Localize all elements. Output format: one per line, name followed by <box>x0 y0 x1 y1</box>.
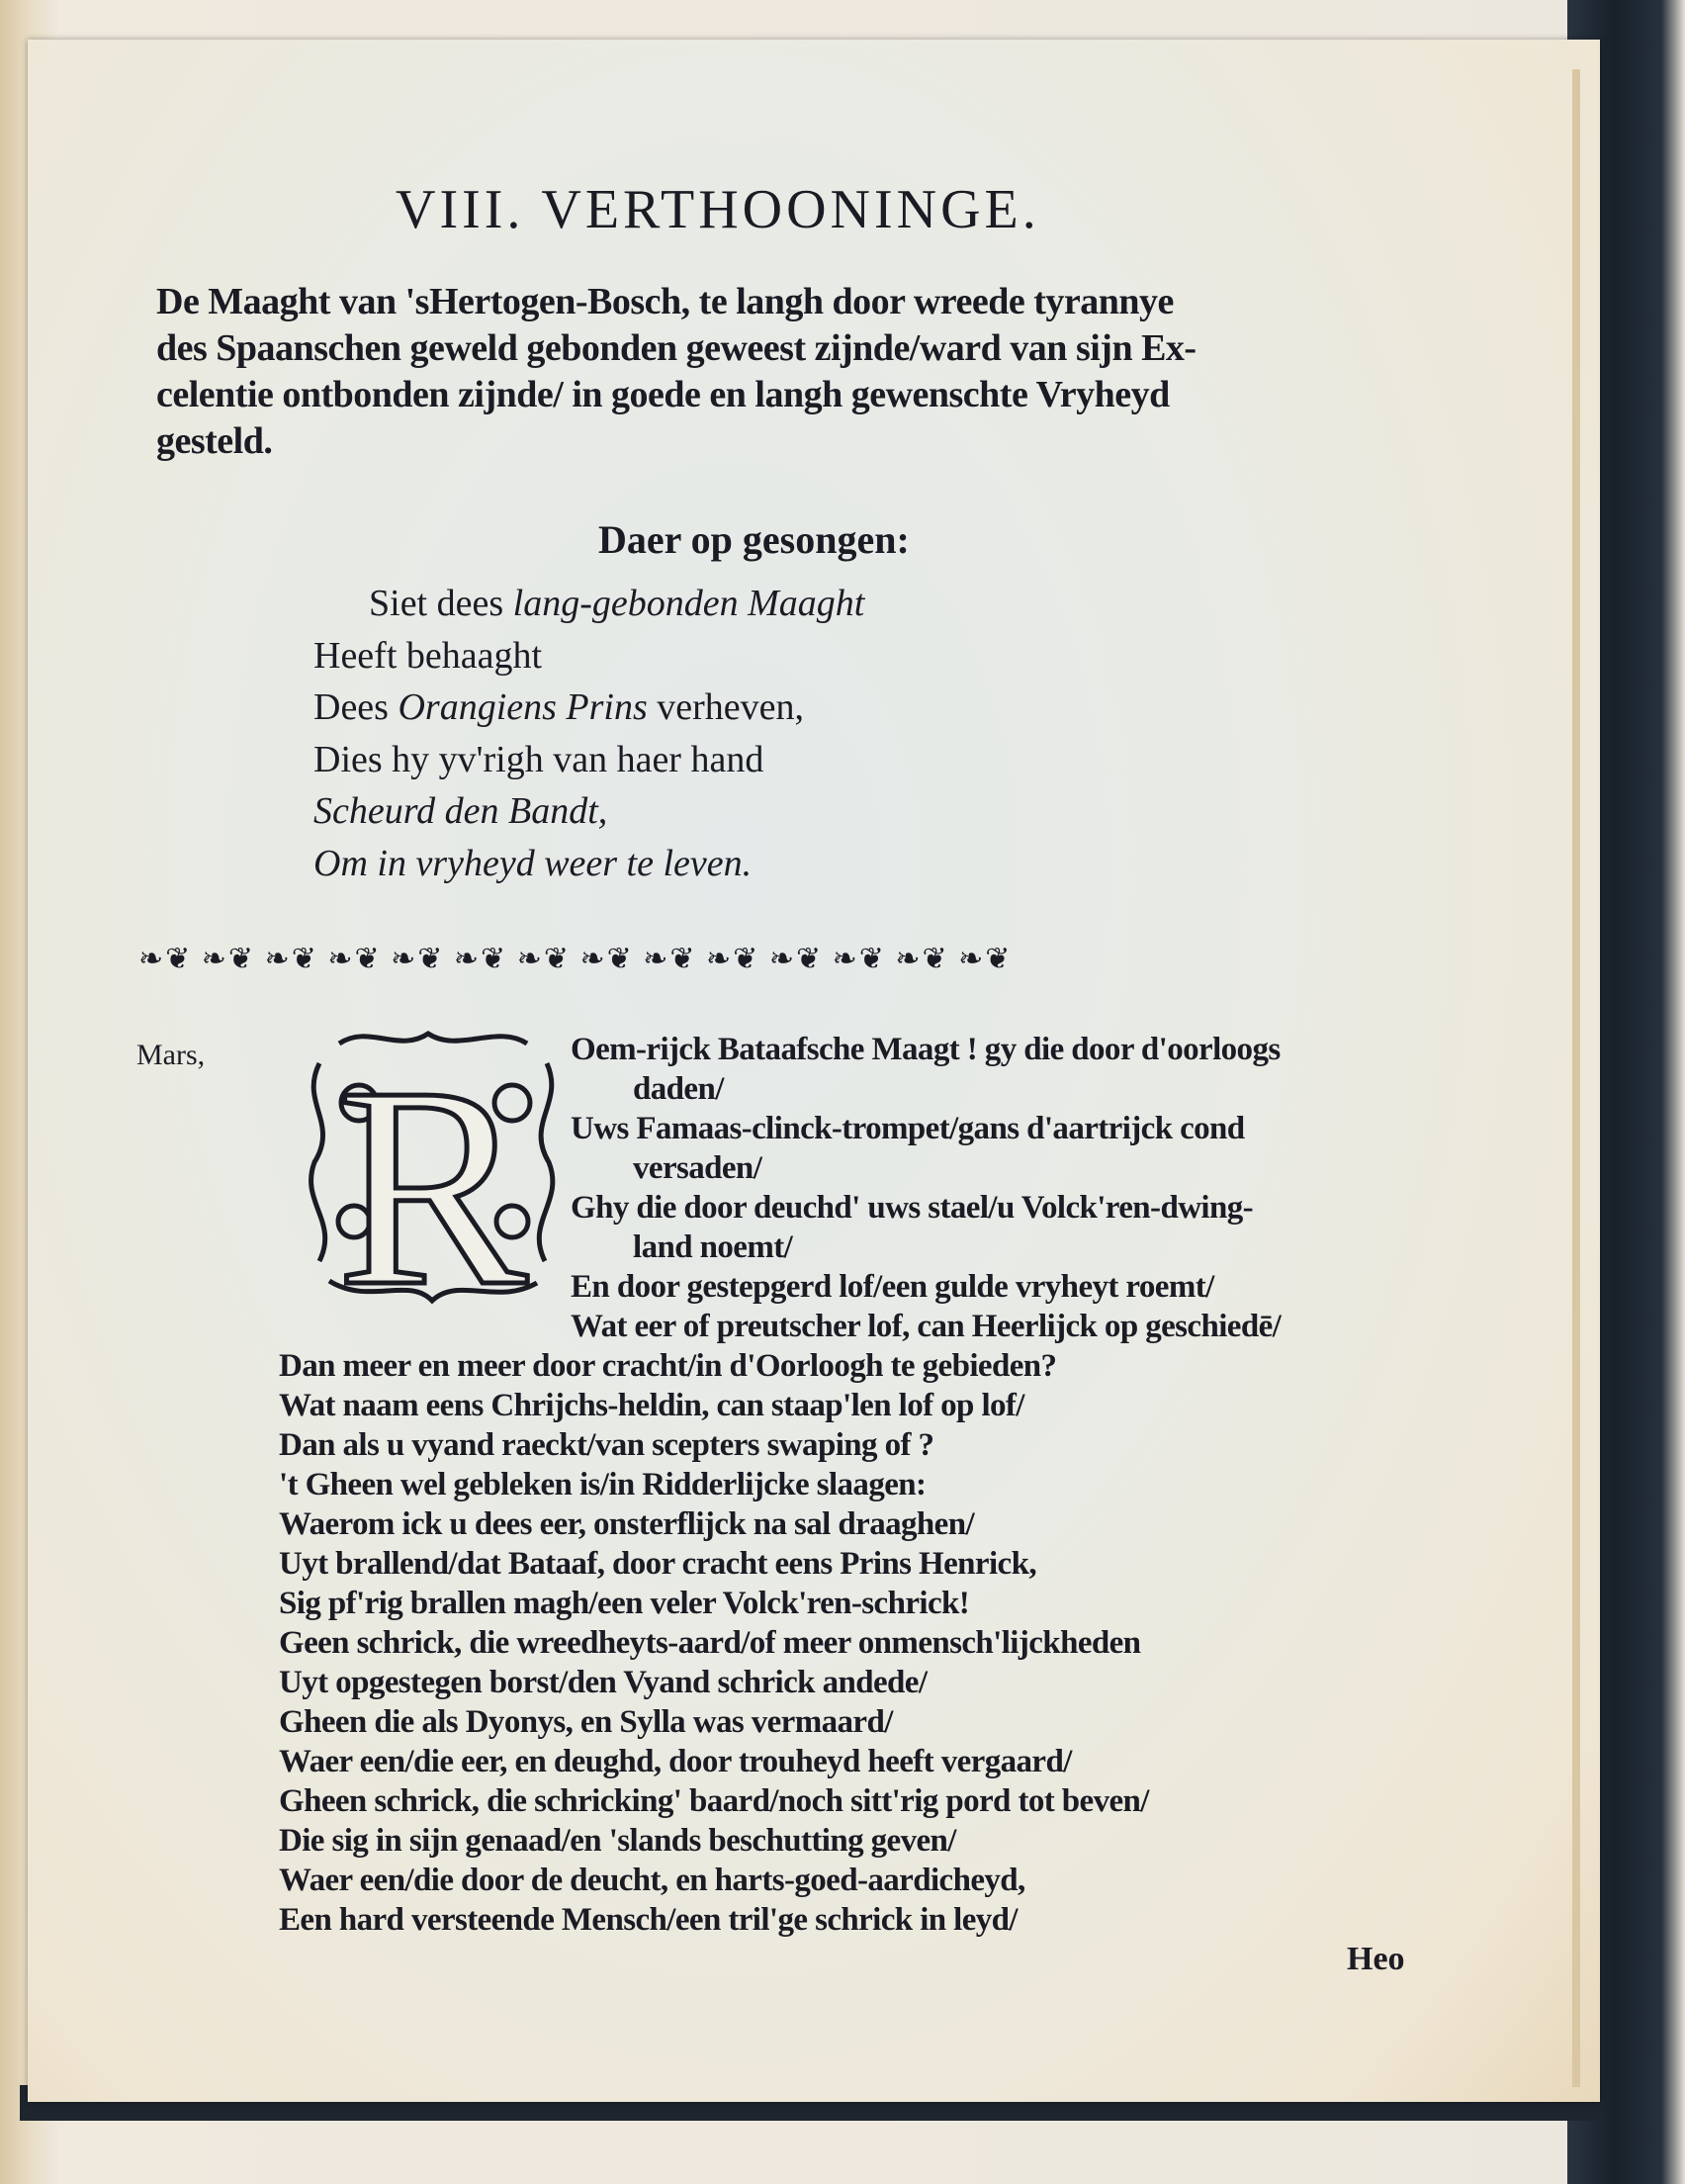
verse-italic: Scheurd den Bandt, <box>313 790 608 832</box>
paragraph-line: De Maaght van 'sHertogen-Bosch, te langh door wreede tyrannye <box>156 281 1174 322</box>
verse-line: Dies hy yv'righ van haer hand <box>313 738 764 780</box>
ornament-flourish-icon: ❧❦ <box>832 943 896 975</box>
poem-line: Wat eer of preutscher lof, can Heerlijck op geschiedē/ <box>571 1309 1282 1344</box>
verse-line <box>313 838 864 890</box>
ornament-flourish-icon: ❧❦ <box>579 943 644 975</box>
ornament-flourish-icon: ❧❦ <box>264 943 328 975</box>
poem-line: land noemt/ <box>633 1229 793 1265</box>
poem-line: Uyt brallend/dat Bataaf, door cracht eens Prins Henrick, <box>279 1546 1036 1582</box>
catchword: Heo <box>1347 1941 1405 1977</box>
ornament-flourish-icon: ❧❦ <box>706 943 769 975</box>
verse-line <box>313 578 864 630</box>
poem-line: Waerom ick u dees eer, onsterflijck na sal draaghen/ <box>279 1506 975 1542</box>
verse-line <box>313 785 864 838</box>
poem-line: Dan meer en meer door cracht/in d'Oorloogh te gebieden? <box>279 1348 1057 1384</box>
ornament-flourish-icon: ❧❦ <box>768 943 833 975</box>
ornament-flourish-icon: ❧❦ <box>327 943 392 975</box>
song-verse <box>313 578 864 889</box>
svg-text:R: R <box>336 1028 528 1306</box>
poem-line: versaden/ <box>633 1150 762 1186</box>
poem-line: Uyt opgestegen borst/den Vyand schrick andede/ <box>279 1665 928 1700</box>
ornament-flourish-icon: ❧❦ <box>643 943 707 975</box>
poem-line: Waer een/die eer, en deughd, door trouheyd heeft vergaard/ <box>279 1744 1072 1779</box>
poem-line: Die sig in sijn genaad/en 'slands beschutting geven/ <box>279 1823 956 1859</box>
ornament-divider <box>138 942 1444 976</box>
paragraph-line: celentie ontbonden zijnde/ in goede en langh gewenschte Vryheyd <box>156 374 1170 415</box>
page-title: VIII. VERTHOONINGE. <box>396 179 1040 240</box>
verse-italic: lang-gebonden Maaght <box>512 583 865 624</box>
poem-line: Sig pf'rig brallen magh/een veler Volck'ren-schrick! <box>279 1586 970 1621</box>
verse-line <box>313 682 864 734</box>
poem-line: Geen schrick, die wreedheyts-aard/of meer onmensch'lijckheden <box>279 1625 1141 1661</box>
verse-text: Siet dees <box>369 583 513 624</box>
ornament-flourish-icon: ❧❦ <box>138 943 202 975</box>
poem <box>279 1030 1281 1940</box>
poem-line: En door gestepgerd lof/een gulde vryheyt roemt/ <box>571 1269 1214 1305</box>
ornament-flourish-icon: ❧❦ <box>516 943 580 975</box>
intro-paragraph <box>156 279 1197 465</box>
paragraph-line: gesteld. <box>156 420 273 462</box>
poem-line: Dan als u vyand raeckt/van scepters swaping of ? <box>279 1427 934 1463</box>
verse-italic: Om in vryheyd weer te leven. <box>313 842 753 884</box>
verse-line: Heeft behaaght <box>313 634 543 677</box>
poem-line: 't Gheen wel gebleken is/in Ridderlijcke slaagen: <box>279 1467 927 1502</box>
poem-line: Gheen schrick, die schricking' baard/noch sitt'rig pord tot beven/ <box>279 1783 1149 1819</box>
poem-line: Waer een/die door de deucht, en harts-goed-aardicheyd, <box>279 1863 1025 1898</box>
poem-line: Wat naam eens Chrijchs-heldin, can staap'len lof op lof/ <box>279 1388 1024 1423</box>
ornament-flourish-icon: ❧❦ <box>201 943 265 975</box>
verse-text: Dees <box>313 686 399 728</box>
poem-line: Ghy die door deuchd' uws stael/u Volck'ren-dwing- <box>571 1190 1254 1226</box>
song-heading: Daer op gesongen: <box>598 517 910 562</box>
page-edge <box>1572 69 1580 2087</box>
poem-line: Oem-rijck Bataafsche Maagt ! gy die door d'oorloogs <box>571 1032 1281 1067</box>
poem-line: Gheen die als Dyonys, en Sylla was vermaard/ <box>279 1704 893 1740</box>
verse-italic: Orangiens Prins <box>398 686 648 728</box>
paragraph-line: des Spaanschen geweld gebonden geweest zijnde/ward van sijn Ex- <box>156 327 1197 369</box>
ornament-flourish-icon: ❧❦ <box>391 943 454 975</box>
poem-line: Een hard versteende Mensch/een tril'ge schrick in leyd/ <box>279 1902 1018 1938</box>
ornament-flourish-icon: ❧❦ <box>453 943 517 975</box>
poem-line: Uws Famaas-clinck-trompet/gans d'aartrijck cond <box>571 1111 1245 1146</box>
verse-text: verheven, <box>647 686 805 728</box>
poem-line: daden/ <box>633 1071 724 1107</box>
ornament-flourish-icon: ❧❦ <box>895 943 959 975</box>
margin-note: Mars, <box>136 1039 206 1071</box>
ornament-flourish-icon: ❧❦ <box>958 943 1013 975</box>
